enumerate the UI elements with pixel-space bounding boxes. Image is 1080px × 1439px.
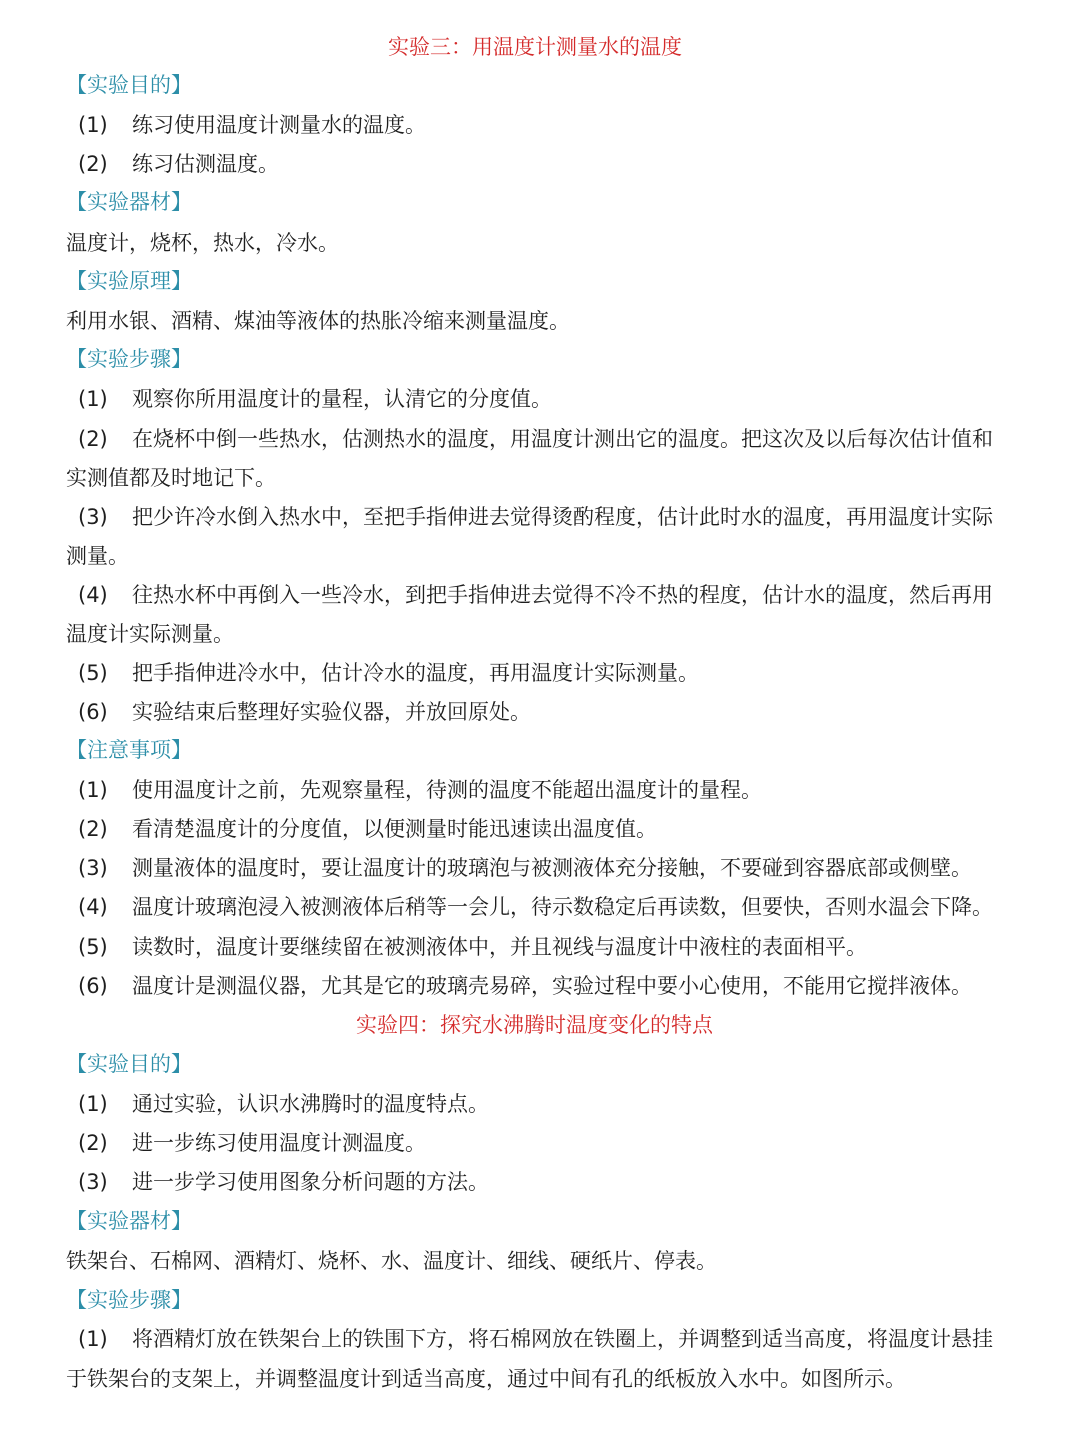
experiment-3-title: 实验三：用温度计测量水的温度	[388, 35, 682, 59]
exp4-step-continuation: 于铁架台的支架上，并调整温度计到适当高度，通过中间有孔的纸板放入水中。如图所示。	[66, 1367, 906, 1391]
exp3-step-continuation: 实测值都及时地记下。	[66, 466, 276, 490]
exp4-purpose-item	[78, 1167, 489, 1197]
exp3-note-item	[78, 892, 993, 922]
item-number: (1)	[78, 778, 108, 802]
exp4-purpose-item	[78, 1128, 426, 1158]
item-text: 实验结束后整理好实验仪器，并放回原处。	[132, 700, 531, 724]
exp3-step-continuation: 测量。	[66, 544, 129, 568]
exp3-step-item	[78, 384, 552, 414]
exp3-principle-text: 利用水银、酒精、煤油等液体的热胀冷缩来测量温度。	[66, 309, 570, 333]
item-text: 温度计是测温仪器，尤其是它的玻璃壳易碎，实验过程中要小心使用，不能用它搅拌液体。	[132, 974, 972, 998]
exp3-step-item	[78, 658, 699, 688]
item-text: 温度计玻璃泡浸入被测液体后稍等一会儿，待示数稳定后再读数，但要快，否则水温会下降。	[132, 895, 993, 919]
exp3-note-item	[78, 814, 657, 844]
exp3-notes-heading: 【注意事项】	[66, 738, 192, 762]
item-text: 读数时，温度计要继续留在被测液体中，并且视线与温度计中液柱的表面相平。	[132, 935, 867, 959]
item-text: 观察你所用温度计的量程，认清它的分度值。	[132, 387, 552, 411]
item-number: (3)	[78, 1170, 108, 1194]
item-number: (6)	[78, 700, 108, 724]
item-number: (2)	[78, 427, 108, 451]
item-text: 将酒精灯放在铁架台上的铁围下方，将石棉网放在铁圈上，并调整到适当高度，将温度计悬挂	[132, 1327, 993, 1351]
item-number: (3)	[78, 505, 108, 529]
item-number: (4)	[78, 895, 108, 919]
item-text: 使用温度计之前，先观察量程，待测的温度不能超出温度计的量程。	[132, 778, 762, 802]
exp4-purpose-heading: 【实验目的】	[66, 1052, 192, 1076]
item-number: (1)	[78, 387, 108, 411]
item-text: 往热水杯中再倒入一些冷水，到把手指伸进去觉得不冷不热的程度，估计水的温度，然后再用	[132, 583, 993, 607]
exp4-purpose-item	[78, 1089, 489, 1119]
item-number: (6)	[78, 974, 108, 998]
item-number: (1)	[78, 1092, 108, 1116]
item-text: 把手指伸进冷水中，估计冷水的温度，再用温度计实际测量。	[132, 661, 699, 685]
exp3-note-item	[78, 932, 867, 962]
exp3-purpose-item	[78, 110, 426, 140]
experiment-4-title: 实验四：探究水沸腾时温度变化的特点	[356, 1013, 713, 1037]
exp3-step-item	[78, 502, 993, 532]
exp3-principle-heading: 【实验原理】	[66, 269, 192, 293]
item-number: (4)	[78, 583, 108, 607]
item-number: (3)	[78, 856, 108, 880]
exp3-note-item	[78, 775, 762, 805]
item-number: (1)	[78, 113, 108, 137]
item-text: 练习使用温度计测量水的温度。	[132, 113, 426, 137]
exp4-step-item	[78, 1324, 993, 1354]
item-number: (2)	[78, 817, 108, 841]
item-text: 进一步练习使用温度计测温度。	[132, 1131, 426, 1155]
exp3-materials-text: 温度计，烧杯，热水，冷水。	[66, 231, 339, 255]
item-number: (5)	[78, 661, 108, 685]
exp4-steps-heading: 【实验步骤】	[66, 1288, 192, 1312]
item-text: 在烧杯中倒一些热水，估测热水的温度，用温度计测出它的温度。把这次及以后每次估计值和	[132, 427, 993, 451]
item-text: 测量液体的温度时，要让温度计的玻璃泡与被测液体充分接触，不要碰到容器底部或侧壁。	[132, 856, 972, 880]
exp3-purpose-item	[78, 149, 279, 179]
item-number: (1)	[78, 1327, 108, 1351]
item-number: (5)	[78, 935, 108, 959]
item-number: (2)	[78, 152, 108, 176]
item-text: 进一步学习使用图象分析问题的方法。	[132, 1170, 489, 1194]
exp3-note-item	[78, 971, 972, 1001]
item-text: 把少许冷水倒入热水中，至把手指伸进去觉得烫酌程度，估计此时水的温度，再用温度计实际	[132, 505, 993, 529]
exp3-step-item	[78, 697, 531, 727]
item-text: 看清楚温度计的分度值，以便测量时能迅速读出温度值。	[132, 817, 657, 841]
item-number: (2)	[78, 1131, 108, 1155]
item-text: 练习估测温度。	[132, 152, 279, 176]
exp3-note-item	[78, 853, 972, 883]
exp3-step-item	[78, 580, 993, 610]
item-text: 通过实验，认识水沸腾时的温度特点。	[132, 1092, 489, 1116]
exp4-materials-heading: 【实验器材】	[66, 1209, 192, 1233]
exp3-materials-heading: 【实验器材】	[66, 190, 192, 214]
exp3-step-item	[78, 424, 993, 454]
exp3-step-continuation: 温度计实际测量。	[66, 622, 234, 646]
exp3-purpose-heading: 【实验目的】	[66, 73, 192, 97]
exp4-materials-text: 铁架台、石棉网、酒精灯、烧杯、水、温度计、细线、硬纸片、停表。	[66, 1249, 717, 1273]
exp3-steps-heading: 【实验步骤】	[66, 347, 192, 371]
